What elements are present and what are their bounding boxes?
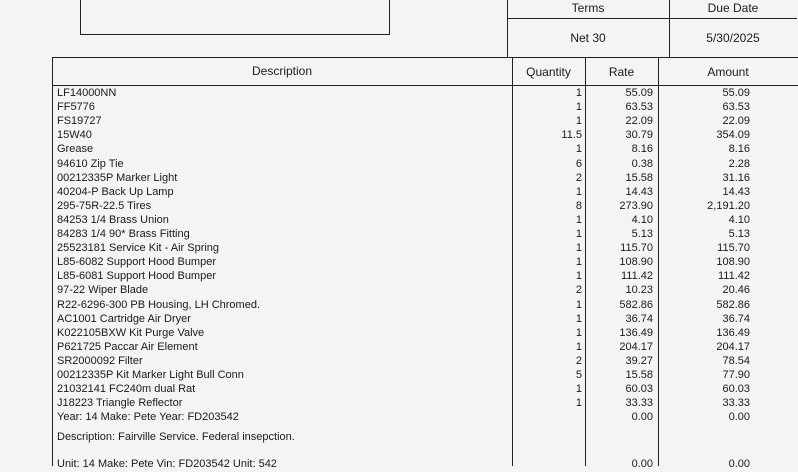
row-description: 84253 1/4 Brass Union (57, 213, 169, 226)
row-quantity: 1 (575, 115, 582, 128)
table-row (0, 101, 798, 115)
row-amount: 31.16 (722, 171, 750, 184)
row-amount: 2,191.20 (707, 199, 750, 212)
row-rate: 0.38 (631, 157, 653, 170)
row-description: L85-6082 Support Hood Bumper (57, 256, 216, 269)
table-row (0, 115, 798, 129)
row-rate: 8.16 (631, 143, 653, 156)
unit-line (0, 458, 798, 472)
table-row (0, 270, 798, 284)
row-rate: 14.43 (625, 185, 653, 198)
row-description: Year: 14 Make: Pete Year: FD203542 (57, 411, 239, 424)
col-header-quantity: Quantity (526, 65, 571, 79)
table-row (0, 87, 798, 101)
table-row (0, 369, 798, 383)
row-description: P621725 Paccar Air Element (57, 340, 198, 353)
service-note: Description: Fairville Service. Federal insepction. (57, 431, 295, 443)
table-row (0, 172, 798, 186)
table-row (0, 355, 798, 369)
row-description: 40204-P Back Up Lamp (57, 185, 174, 198)
row-quantity: 1 (575, 228, 582, 240)
row-rate: 10.23 (625, 284, 653, 297)
row-rate: 36.74 (625, 312, 653, 325)
row-rate: 204.17 (619, 340, 653, 353)
row-quantity: 6 (575, 157, 582, 170)
row-description: FF5776 (57, 101, 95, 114)
row-quantity: 1 (575, 143, 582, 156)
row-amount: 77.90 (722, 369, 750, 381)
row-description: R22-6296-300 PB Housing, LH Chromed. (57, 298, 261, 311)
due-date-value: 5/30/2025 (706, 31, 760, 45)
row-amount: 5.13 (728, 228, 750, 240)
unit-line-rate: 0.00 (631, 458, 653, 470)
row-amount: 22.09 (722, 115, 750, 128)
table-row (0, 200, 798, 214)
row-quantity: 1 (575, 101, 582, 114)
row-amount: 8.16 (728, 143, 750, 156)
row-amount: 0.00 (728, 411, 750, 424)
row-quantity: 1 (575, 242, 582, 255)
row-amount: 115.70 (717, 242, 750, 255)
row-amount: 36.74 (722, 312, 750, 325)
table-row (0, 313, 798, 327)
row-amount: 136.49 (716, 326, 750, 339)
row-rate: 15.58 (625, 369, 653, 381)
row-description: 00212335P Kit Marker Light Bull Conn (57, 369, 244, 381)
row-quantity: 1 (575, 383, 582, 396)
terms-value: Net 30 (570, 31, 606, 45)
row-amount: 55.09 (722, 87, 750, 99)
table-row (0, 284, 798, 298)
unit-line-amount: 0.00 (728, 458, 750, 470)
row-quantity: 1 (575, 185, 582, 198)
table-row (0, 143, 798, 157)
row-description: SR2000092 Filter (57, 354, 143, 367)
row-amount: 582.86 (716, 298, 750, 311)
row-description: K022105BXW Kit Purge Valve (57, 326, 205, 339)
row-description: 15W40 (57, 129, 92, 142)
table-row (0, 327, 798, 341)
row-amount: 14.43 (722, 185, 750, 198)
row-amount: 108.90 (716, 256, 750, 269)
row-amount: 204.17 (716, 340, 750, 353)
row-description: L85-6081 Support Hood Bumper (57, 270, 216, 283)
row-quantity: 2 (575, 284, 582, 297)
table-row (0, 129, 798, 143)
row-rate: 15.58 (625, 171, 653, 184)
terms-label: Terms (571, 1, 605, 15)
row-quantity: 1 (575, 256, 582, 269)
row-quantity: 11.5 (561, 129, 582, 142)
row-description: AC1001 Cartridge Air Dryer (57, 312, 191, 325)
table-row (0, 383, 798, 397)
row-quantity: 2 (575, 171, 582, 184)
row-amount: 2.28 (728, 157, 750, 170)
row-amount: 20.46 (722, 284, 750, 297)
row-description: 295-75R-22.5 Tires (57, 199, 152, 212)
row-rate: 30.79 (625, 129, 653, 142)
row-rate: 39.27 (625, 354, 653, 367)
row-amount: 78.54 (722, 354, 750, 367)
row-description: 25523181 Service Kit - Air Spring (57, 242, 220, 255)
table-row (0, 186, 798, 200)
row-description: LF14000NN (57, 87, 117, 99)
table-row (0, 411, 798, 425)
row-rate: 4.10 (631, 213, 653, 226)
row-rate: 115.70 (620, 242, 653, 255)
row-rate: 111.42 (620, 270, 653, 283)
row-rate: 108.90 (619, 256, 653, 269)
table-row (0, 242, 798, 256)
row-rate: 273.90 (619, 199, 653, 212)
row-amount: 4.10 (728, 213, 750, 226)
table-row (0, 397, 798, 411)
row-quantity: 1 (575, 87, 582, 99)
address-box (80, 0, 390, 35)
table-row (0, 214, 798, 228)
col-header-rate: Rate (608, 65, 635, 79)
row-description: 21032141 FC240m dual Rat (57, 383, 196, 396)
row-amount: 33.33 (722, 397, 750, 410)
row-amount: 354.09 (716, 129, 750, 142)
row-description: J18223 Triangle Reflector (57, 397, 183, 410)
row-rate: 5.13 (631, 228, 653, 240)
unit-line-text: Unit: 14 Make: Pete Vin: FD203542 Unit: 542 (57, 458, 277, 470)
row-description: Grease (57, 143, 94, 156)
row-description: 00212335P Marker Light (57, 171, 178, 184)
row-amount: 60.03 (722, 383, 750, 396)
row-description: 97-22 Wiper Blade (57, 284, 149, 297)
table-row (0, 341, 798, 355)
row-quantity: 1 (575, 340, 582, 353)
row-description: 94610 Zip Tie (57, 157, 124, 170)
row-rate: 582.86 (619, 298, 653, 311)
row-description: 84283 1/4 90* Brass Fitting (57, 228, 190, 240)
col-header-description: Description (251, 64, 313, 78)
row-rate: 55.09 (625, 87, 653, 99)
row-rate: 33.33 (625, 397, 653, 410)
row-rate: 0.00 (631, 411, 653, 424)
row-quantity: 1 (575, 312, 582, 325)
row-quantity: 8 (575, 199, 582, 212)
row-rate: 136.49 (619, 326, 653, 339)
table-row (0, 228, 798, 242)
table-row (0, 256, 798, 270)
table-row (0, 158, 798, 172)
row-rate: 22.09 (625, 115, 653, 128)
row-quantity: 1 (575, 270, 582, 283)
row-quantity: 1 (575, 213, 582, 226)
row-quantity: 1 (575, 326, 582, 339)
row-description: FS19727 (57, 115, 102, 128)
due-date-label: Due Date (707, 1, 759, 15)
table-row (0, 299, 798, 313)
row-rate: 63.53 (625, 101, 653, 114)
row-quantity: 1 (575, 397, 582, 410)
row-rate: 60.03 (625, 383, 653, 396)
row-quantity: 5 (575, 369, 582, 381)
row-quantity: 1 (575, 298, 582, 311)
row-amount: 63.53 (722, 101, 750, 114)
row-amount: 111.42 (717, 270, 750, 283)
col-header-amount: Amount (707, 65, 749, 79)
row-quantity: 2 (575, 354, 582, 367)
